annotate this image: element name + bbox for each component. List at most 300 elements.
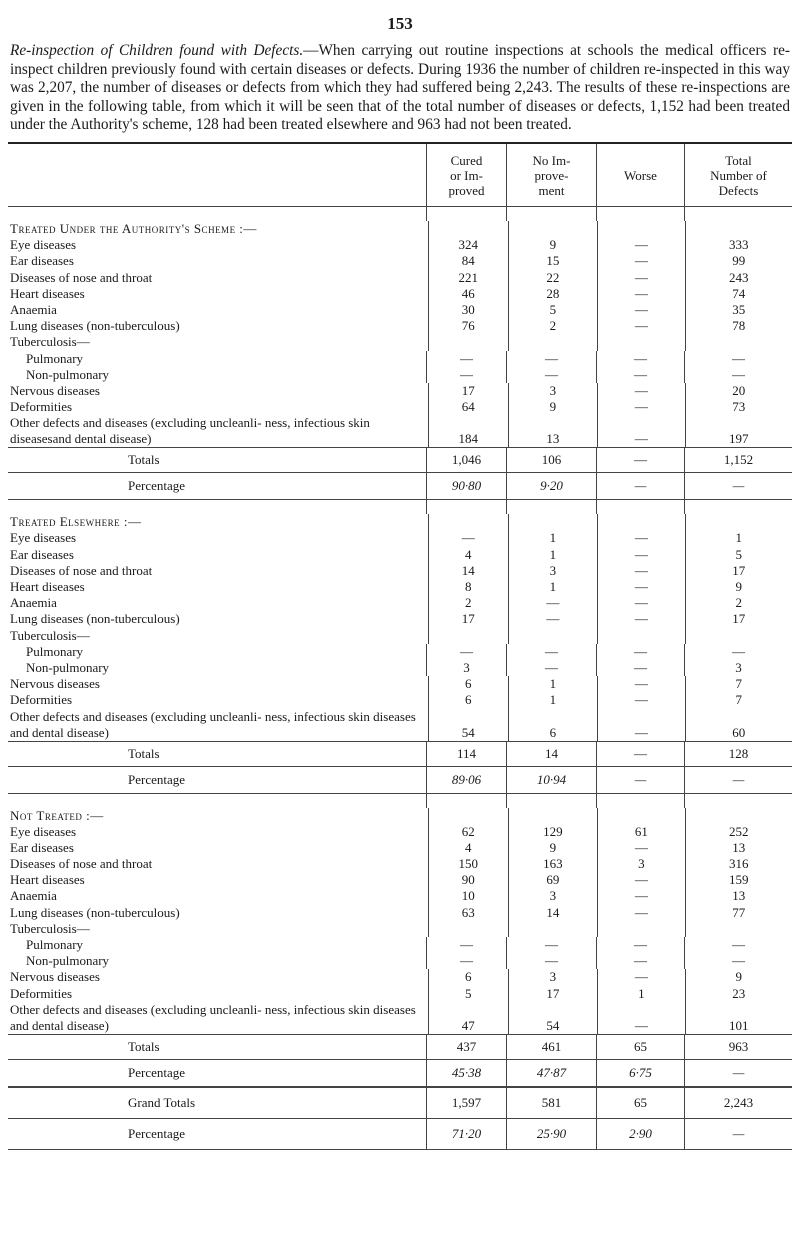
table-row [8, 888, 792, 904]
row-value: 13 [685, 840, 792, 856]
empty-cell [597, 808, 685, 824]
row-label: Eye diseases [10, 823, 77, 839]
row-label: Non-pulmonary [26, 953, 110, 969]
row-value: — [506, 644, 596, 660]
row-value: 9 [685, 579, 792, 595]
spacer-cell [426, 794, 506, 808]
row-value: 5 [685, 547, 792, 563]
row-value [597, 628, 685, 644]
section-title: Treated Under the Authority's Scheme :— [10, 221, 257, 236]
percentage-label: Percentage [128, 478, 186, 494]
row-label: Diseases of nose and throat [10, 269, 153, 285]
row-label: Deformities [10, 985, 73, 1001]
row-value [508, 921, 598, 937]
section-spacer [8, 500, 792, 514]
column-header-worse: Worse [596, 144, 684, 206]
table-row [8, 840, 792, 856]
spacer-cell [426, 500, 506, 514]
row-value: — [597, 530, 685, 546]
table-row [8, 237, 792, 253]
totals-label: Totals [128, 1038, 160, 1054]
row-label: Tuberculosis— [10, 334, 90, 350]
row-label: Other defects and diseases (excluding uncleanli- ness, infectious skin diseasesand dental disease) [10, 415, 370, 447]
row-value: 76 [428, 318, 508, 334]
row-value: 7 [685, 692, 792, 708]
percentage-value: 45·38 [426, 1060, 506, 1086]
row-value: — [506, 937, 596, 953]
row-value: — [426, 644, 506, 660]
row-value: 159 [685, 872, 792, 888]
row-value: — [426, 953, 506, 969]
row-label: Tuberculosis— [10, 920, 90, 936]
row-label: Diseases of nose and throat [10, 856, 153, 872]
percentage-value: — [684, 1060, 792, 1086]
row-label: Anaemia [10, 301, 57, 317]
row-value: — [597, 399, 685, 415]
row-value: 13 [508, 415, 598, 447]
row-label: Heart diseases [10, 579, 85, 594]
table-row [8, 921, 792, 937]
row-value: 63 [428, 905, 508, 921]
grand-percentage-value: 2·90 [596, 1119, 684, 1149]
totals-row [8, 1034, 792, 1059]
row-value: 17 [685, 611, 792, 627]
row-value: 17 [508, 986, 598, 1002]
table-row [8, 253, 792, 269]
totals-value: 65 [596, 1035, 684, 1059]
row-value: — [596, 953, 684, 969]
row-value: 78 [685, 318, 792, 334]
table-row [8, 547, 792, 563]
percentage-value: — [596, 767, 684, 793]
row-value: — [597, 905, 685, 921]
row-value [685, 921, 792, 937]
table-row [8, 969, 792, 985]
totals-value: 437 [426, 1035, 506, 1059]
spacer-cell [506, 794, 596, 808]
percentage-row [8, 472, 792, 500]
totals-value: 106 [506, 448, 596, 472]
table-row [8, 415, 792, 447]
label-column-header [8, 144, 426, 206]
grand-totals-value: 581 [506, 1088, 596, 1118]
row-value: 6 [428, 676, 508, 692]
row-value: 243 [685, 270, 792, 286]
empty-cell [428, 808, 508, 824]
row-value: — [597, 676, 685, 692]
table-section [8, 207, 792, 500]
row-value: — [508, 611, 598, 627]
row-value [428, 334, 508, 350]
grand-percentage-value: 25·90 [506, 1119, 596, 1149]
row-value: 73 [685, 399, 792, 415]
spacer-cell [596, 207, 684, 221]
totals-value: 1,046 [426, 448, 506, 472]
totals-value: 114 [426, 742, 506, 766]
percentage-value: 47·87 [506, 1060, 596, 1086]
row-value: — [597, 302, 685, 318]
table-row [8, 383, 792, 399]
table-row [8, 351, 792, 367]
table-row [8, 660, 792, 676]
percentage-value: 6·75 [596, 1060, 684, 1086]
row-value: — [597, 709, 685, 741]
row-value: 14 [428, 563, 508, 579]
row-label: Eye diseases [10, 237, 77, 253]
table-row [8, 302, 792, 318]
row-value: 54 [428, 709, 508, 741]
table-row [8, 595, 792, 611]
row-label: Pulmonary [26, 350, 84, 366]
row-value: 14 [508, 905, 598, 921]
row-value: — [426, 937, 506, 953]
row-value: 184 [428, 415, 508, 447]
row-value: 10 [428, 888, 508, 904]
row-label: Heart diseases [10, 872, 85, 888]
page-number: 153 [387, 14, 413, 33]
row-value: 6 [508, 709, 598, 741]
empty-cell [428, 221, 508, 237]
totals-value: 14 [506, 742, 596, 766]
row-value: 46 [428, 286, 508, 302]
percentage-value: 90·80 [426, 473, 506, 499]
row-value: — [597, 595, 685, 611]
percentage-value: — [684, 767, 792, 793]
row-value: 2 [685, 595, 792, 611]
row-value: 17 [685, 563, 792, 579]
row-value: — [684, 351, 792, 367]
empty-cell [508, 514, 598, 530]
table-row [8, 937, 792, 953]
table-row [8, 644, 792, 660]
row-value: 252 [685, 824, 792, 840]
row-value: — [597, 579, 685, 595]
row-value: 1 [508, 676, 598, 692]
row-value: 1 [508, 547, 598, 563]
row-value: 54 [508, 1002, 598, 1034]
intro-paragraph [10, 42, 790, 135]
row-value: — [596, 660, 684, 676]
row-value: 60 [685, 709, 792, 741]
row-value: — [597, 415, 685, 447]
row-label: Deformities [10, 399, 73, 415]
table-row [8, 824, 792, 840]
spacer-cell [684, 794, 792, 808]
spacer-label [8, 207, 426, 221]
row-label: Deformities [10, 692, 73, 708]
table-row [8, 530, 792, 546]
column-header-cured: Cured or Im- proved [426, 144, 506, 206]
table-row [8, 986, 792, 1002]
grand-percentage-value: — [684, 1119, 792, 1149]
spacer-cell [684, 207, 792, 221]
row-value: 8 [428, 579, 508, 595]
row-value: — [597, 563, 685, 579]
row-value: 35 [685, 302, 792, 318]
section-spacer [8, 207, 792, 221]
row-label: Other defects and diseases (excluding uncleanli- ness, infectious skin diseases and dental disease) [10, 1001, 416, 1033]
empty-cell [428, 514, 508, 530]
row-value: — [597, 840, 685, 856]
spacer-label [8, 500, 426, 514]
column-header-no-improvement: No Im- prove- ment [506, 144, 596, 206]
row-value: — [426, 351, 506, 367]
table-row [8, 628, 792, 644]
row-value: 61 [597, 824, 685, 840]
row-label: Lung diseases (non-tuberculous) [10, 611, 180, 627]
row-label: Anaemia [10, 595, 57, 611]
percentage-label: Percentage [128, 771, 186, 787]
spacer-cell [684, 500, 792, 514]
row-value: 324 [428, 237, 508, 253]
row-value: 99 [685, 253, 792, 269]
row-value: 4 [428, 840, 508, 856]
spacer-cell [506, 207, 596, 221]
percentage-value: — [596, 473, 684, 499]
totals-value: 461 [506, 1035, 596, 1059]
row-value: 163 [508, 856, 598, 872]
totals-value: — [596, 448, 684, 472]
spacer-cell [596, 500, 684, 514]
section-title: Not Treated :— [10, 807, 104, 823]
row-value: 74 [685, 286, 792, 302]
empty-cell [685, 808, 792, 824]
grand-totals-value: 65 [596, 1088, 684, 1118]
row-value: — [597, 692, 685, 708]
row-value: 3 [508, 383, 598, 399]
row-label: Nervous diseases [10, 382, 100, 398]
row-value: — [684, 367, 792, 383]
row-label: Pulmonary [26, 643, 84, 659]
row-value: — [596, 644, 684, 660]
totals-value: 963 [684, 1035, 792, 1059]
row-value: 23 [685, 986, 792, 1002]
row-value [428, 628, 508, 644]
table-row [8, 953, 792, 969]
table-row [8, 334, 792, 350]
percentage-value: 9·20 [506, 473, 596, 499]
row-value: 3 [426, 660, 506, 676]
row-value: 84 [428, 253, 508, 269]
row-value: — [684, 937, 792, 953]
column-header-total: Total Number of Defects [684, 144, 792, 206]
row-value: — [597, 318, 685, 334]
row-value: 316 [685, 856, 792, 872]
row-value: 1 [508, 579, 598, 595]
row-value: — [508, 595, 598, 611]
row-value: 197 [685, 415, 792, 447]
row-value: — [506, 660, 596, 676]
row-value: 28 [508, 286, 598, 302]
row-value: 3 [508, 969, 598, 985]
row-value: — [597, 286, 685, 302]
row-label: Nervous diseases [10, 676, 100, 692]
empty-cell [685, 221, 792, 237]
table-row [8, 856, 792, 872]
row-value: 2 [508, 318, 598, 334]
row-value: 150 [428, 856, 508, 872]
grand-totals-value: 1,597 [426, 1088, 506, 1118]
table-row [8, 286, 792, 302]
row-value: 9 [508, 237, 598, 253]
row-value: — [597, 872, 685, 888]
row-label: Lung diseases (non-tuberculous) [10, 318, 180, 334]
row-label: Pulmonary [26, 937, 84, 952]
row-value: 3 [684, 660, 792, 676]
table-row [8, 399, 792, 415]
table-row [8, 692, 792, 708]
row-value [508, 628, 598, 644]
row-label: Anaemia [10, 888, 57, 904]
row-label: Heart diseases [10, 285, 85, 301]
table-row [8, 270, 792, 286]
row-value: — [597, 237, 685, 253]
table-row [8, 318, 792, 334]
section-spacer [8, 794, 792, 808]
row-value: — [596, 351, 684, 367]
row-value: — [597, 1002, 685, 1034]
grand-percentage-label: Percentage [128, 1125, 186, 1141]
row-value [685, 334, 792, 350]
row-value: 17 [428, 383, 508, 399]
row-label: Non-pulmonary [26, 659, 110, 675]
totals-row [8, 447, 792, 472]
section-title-row [8, 514, 792, 530]
row-label: Non-pulmonary [26, 366, 110, 382]
percentage-row [8, 1059, 792, 1087]
row-value: — [597, 611, 685, 627]
row-value: — [684, 953, 792, 969]
row-value: 17 [428, 611, 508, 627]
row-value: 1 [508, 692, 598, 708]
percentage-value: 89·06 [426, 767, 506, 793]
empty-cell [508, 808, 598, 824]
row-value: 333 [685, 237, 792, 253]
row-label: Diseases of nose and throat [10, 562, 153, 578]
empty-cell [597, 221, 685, 237]
row-value: 77 [685, 905, 792, 921]
row-value [508, 334, 598, 350]
table-header-row [8, 144, 792, 207]
section-title-row [8, 221, 792, 237]
row-value: — [597, 253, 685, 269]
section-title-row [8, 808, 792, 824]
row-value: — [597, 547, 685, 563]
grand-percentage-row [8, 1118, 792, 1150]
row-value: 101 [685, 1002, 792, 1034]
row-value: — [596, 367, 684, 383]
row-value: — [597, 383, 685, 399]
row-value: 4 [428, 547, 508, 563]
grand-percentage-value: 71·20 [426, 1119, 506, 1149]
row-value [597, 334, 685, 350]
row-value: 30 [428, 302, 508, 318]
row-value: 15 [508, 253, 598, 269]
percentage-label: Percentage [128, 1064, 186, 1080]
row-value: 9 [508, 399, 598, 415]
totals-label: Totals [128, 452, 160, 468]
row-value [597, 921, 685, 937]
row-value: — [506, 367, 596, 383]
percentage-value: 10·94 [506, 767, 596, 793]
empty-cell [685, 514, 792, 530]
row-value: 62 [428, 824, 508, 840]
row-value: — [597, 969, 685, 985]
row-value: 13 [685, 888, 792, 904]
grand-totals-label: Grand Totals [128, 1094, 196, 1110]
row-value: 9 [685, 969, 792, 985]
row-value: 2 [428, 595, 508, 611]
spacer-cell [426, 207, 506, 221]
row-value: 7 [685, 676, 792, 692]
table-row [8, 611, 792, 627]
totals-label: Totals [128, 745, 160, 761]
reinspection-table [8, 142, 792, 1150]
table-row [8, 709, 792, 741]
row-value: 47 [428, 1002, 508, 1034]
table-row [8, 579, 792, 595]
spacer-cell [596, 794, 684, 808]
table-body [8, 207, 792, 1150]
empty-cell [508, 221, 598, 237]
grand-totals-value: 2,243 [684, 1088, 792, 1118]
empty-cell [597, 514, 685, 530]
spacer-cell [506, 500, 596, 514]
row-value: — [684, 644, 792, 660]
row-value: 20 [685, 383, 792, 399]
row-value: — [596, 937, 684, 953]
intro-text: —When carrying out routine inspections at schools the medical officers re-inspect children previously found with certain diseases or defects. During 1936 the number of children re-inspected in this way was 2,207, the number of diseases or defects from which they had suffered being 2,243. The results of these re-inspections are given in the following table, from which it will be seen that of the total number of diseases or defects, 1,152 had been treated under the Authority's scheme, 128 had been treated elsewhere and 963 had not been treated. [10, 42, 790, 134]
grand-totals-row [8, 1087, 792, 1118]
row-value [685, 628, 792, 644]
totals-row [8, 741, 792, 766]
row-value: 1 [685, 530, 792, 546]
row-label: Ear diseases [10, 546, 74, 562]
totals-value: — [596, 742, 684, 766]
table-row [8, 367, 792, 383]
row-value: 3 [597, 856, 685, 872]
row-value: 22 [508, 270, 598, 286]
section-title: Treated Elsewhere :— [10, 514, 142, 530]
totals-value: 128 [684, 742, 792, 766]
row-value: 1 [508, 530, 598, 546]
row-value: 3 [508, 888, 598, 904]
row-label: Eye diseases [10, 530, 77, 546]
row-value: 5 [508, 302, 598, 318]
row-value: 6 [428, 692, 508, 708]
row-value: 90 [428, 872, 508, 888]
row-label: Tuberculosis— [10, 627, 90, 643]
row-value: — [428, 530, 508, 546]
row-value: 9 [508, 840, 598, 856]
row-label: Lung diseases (non-tuberculous) [10, 904, 180, 920]
table-section [8, 794, 792, 1087]
totals-value: 1,152 [684, 448, 792, 472]
row-value: — [426, 367, 506, 383]
row-value: 64 [428, 399, 508, 415]
row-value: 1 [597, 986, 685, 1002]
row-value: 69 [508, 872, 598, 888]
row-label: Nervous diseases [10, 969, 100, 985]
percentage-row [8, 766, 792, 794]
table-row [8, 563, 792, 579]
row-value: 6 [428, 969, 508, 985]
row-value: — [506, 351, 596, 367]
table-section [8, 500, 792, 793]
table-row [8, 1002, 792, 1034]
spacer-label [8, 794, 426, 808]
percentage-value: — [684, 473, 792, 499]
